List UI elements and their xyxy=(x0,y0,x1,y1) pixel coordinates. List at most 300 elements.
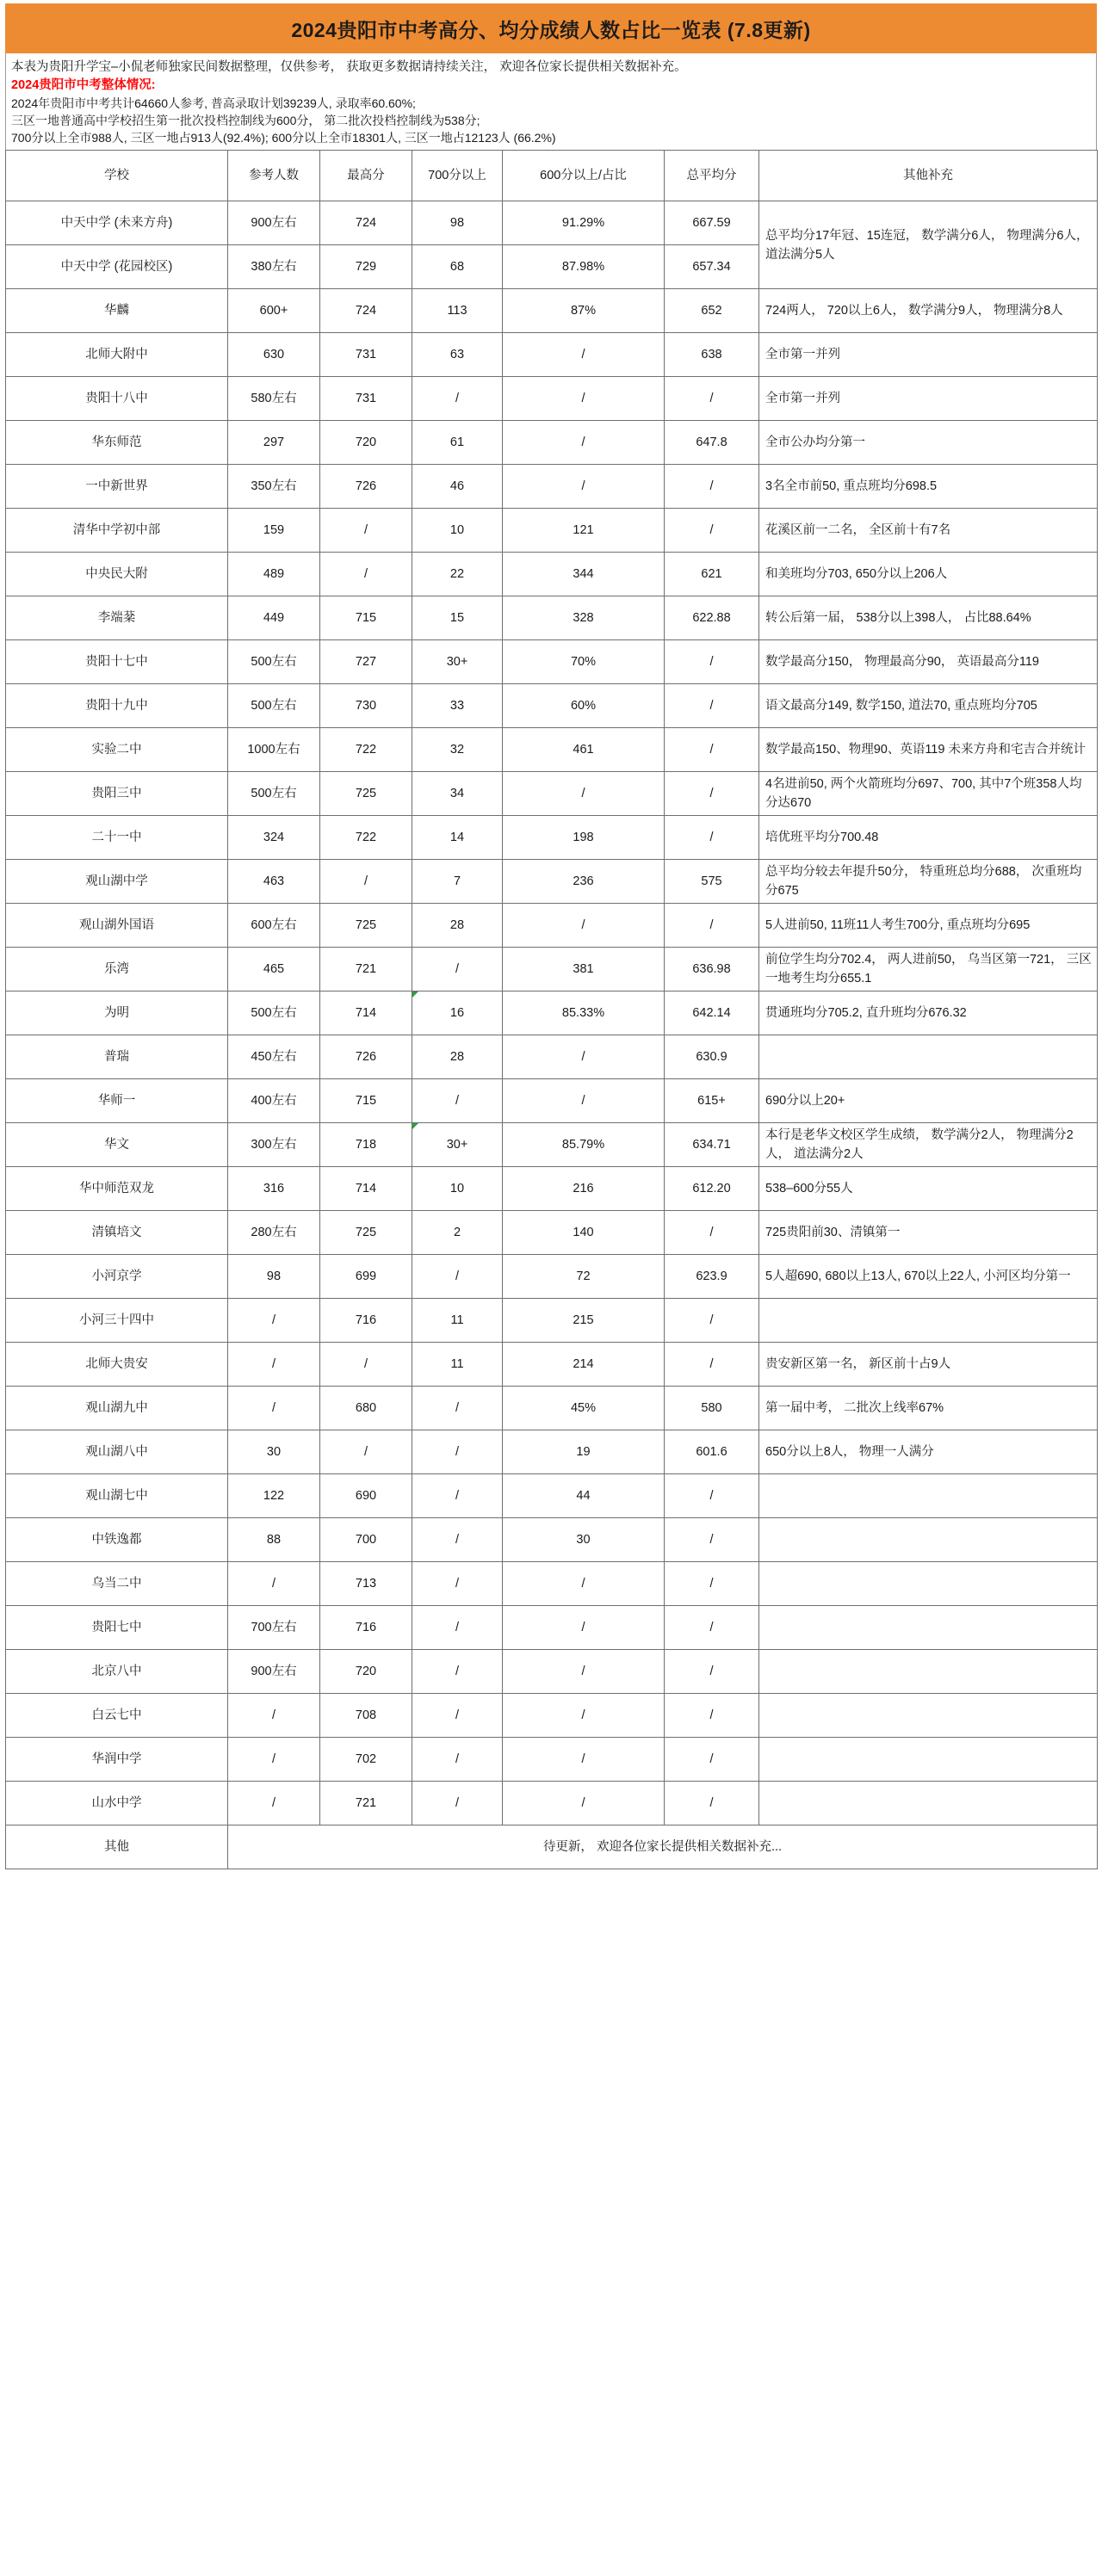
cell-avg: 642.14 xyxy=(665,991,759,1035)
table-header-row xyxy=(6,151,1098,201)
cell-count: 122 xyxy=(228,1474,320,1518)
intro-line-3: 700分以上全市988人, 三区一地占913人(92.4%); 600分以上全市18301人, 三区一地占12123人 (66.2%) xyxy=(11,131,556,145)
table-row xyxy=(6,991,1098,1035)
table-row xyxy=(6,1167,1098,1211)
cell-over700: 61 xyxy=(412,421,503,465)
cell-note: 538–600分55人 xyxy=(759,1167,1098,1211)
cell-over700: 34 xyxy=(412,772,503,816)
cell-over600: 121 xyxy=(503,509,665,553)
cell-over700: 11 xyxy=(412,1343,503,1387)
cell-avg: / xyxy=(665,465,759,509)
cell-count: 280左右 xyxy=(228,1211,320,1255)
table-row xyxy=(6,1255,1098,1299)
cell-top: 690 xyxy=(320,1474,412,1518)
cell-school: 观山湖中学 xyxy=(6,860,228,904)
cell-note: 数学最高150、物理90、英语119 未来方舟和宅吉合并统计 xyxy=(759,728,1098,772)
cell-school: 实验二中 xyxy=(6,728,228,772)
cell-note: 花溪区前一二名， 全区前十有7名 xyxy=(759,509,1098,553)
cell-top: 730 xyxy=(320,684,412,728)
table-row xyxy=(6,1694,1098,1738)
cell-over600: 87% xyxy=(503,289,665,333)
cell-note xyxy=(759,1035,1098,1079)
cell-over700: 2 xyxy=(412,1211,503,1255)
cell-over700: / xyxy=(412,948,503,991)
cell-over600: 87.98% xyxy=(503,245,665,289)
cell-over700: 30+ xyxy=(412,640,503,684)
cell-top: 716 xyxy=(320,1299,412,1343)
table-row xyxy=(6,596,1098,640)
cell-school: 贵阳七中 xyxy=(6,1606,228,1650)
cell-note: 语文最高分149, 数学150, 道法70, 重点班均分705 xyxy=(759,684,1098,728)
cell-school: 中央民大附 xyxy=(6,553,228,596)
cell-over600: 30 xyxy=(503,1518,665,1562)
cell-avg: 615+ xyxy=(665,1079,759,1123)
cell-note xyxy=(759,1606,1098,1650)
cell-top: 720 xyxy=(320,1650,412,1694)
cell-count: 489 xyxy=(228,553,320,596)
cell-top: 722 xyxy=(320,816,412,860)
cell-count: 500左右 xyxy=(228,684,320,728)
cell-over700: 28 xyxy=(412,904,503,948)
table-row xyxy=(6,640,1098,684)
cell-note xyxy=(759,1562,1098,1606)
cell-count: / xyxy=(228,1738,320,1782)
cell-note: 725贵阳前30、清镇第一 xyxy=(759,1211,1098,1255)
cell-school: 华师一 xyxy=(6,1079,228,1123)
cell-school: 普瑞 xyxy=(6,1035,228,1079)
cell-top: 721 xyxy=(320,948,412,991)
cell-note: 全市第一并列 xyxy=(759,377,1098,421)
cell-avg: 657.34 xyxy=(665,245,759,289)
cell-over700: 16 xyxy=(412,991,503,1035)
cell-over700: / xyxy=(412,1562,503,1606)
cell-top: 721 xyxy=(320,1782,412,1825)
cell-count: 449 xyxy=(228,596,320,640)
table-row xyxy=(6,772,1098,816)
table-row xyxy=(6,421,1098,465)
cell-count: / xyxy=(228,1694,320,1738)
cell-over600: / xyxy=(503,904,665,948)
cell-over700: 10 xyxy=(412,1167,503,1211)
cell-school: 山水中学 xyxy=(6,1782,228,1825)
intro-line-2: 三区一地普通高中学校招生第一批次投档控制线为600分， 第二批次投档控制线为538分; xyxy=(11,114,480,127)
cell-avg: / xyxy=(665,728,759,772)
cell-over600: 214 xyxy=(503,1343,665,1387)
table-row xyxy=(6,289,1098,333)
table-row xyxy=(6,333,1098,377)
cell-avg: / xyxy=(665,1738,759,1782)
cell-note: 转公后第一届， 538分以上398人， 占比88.64% xyxy=(759,596,1098,640)
table-row xyxy=(6,1562,1098,1606)
cell-avg: 630.9 xyxy=(665,1035,759,1079)
cell-count: / xyxy=(228,1299,320,1343)
table-row xyxy=(6,1035,1098,1079)
cell-avg: / xyxy=(665,1518,759,1562)
column-header-count: 参考人数 xyxy=(228,151,320,201)
cell-note: 4名进前50, 两个火箭班均分697、700, 其中7个班358人均分达670 xyxy=(759,772,1098,816)
cell-note: 数学最高分150， 物理最高分90， 英语最高分119 xyxy=(759,640,1098,684)
cell-school: 小河三十四中 xyxy=(6,1299,228,1343)
cell-top: 726 xyxy=(320,1035,412,1079)
cell-over600: / xyxy=(503,377,665,421)
table-row xyxy=(6,553,1098,596)
cell-school: 华麟 xyxy=(6,289,228,333)
cell-avg: 667.59 xyxy=(665,201,759,245)
cell-count: 159 xyxy=(228,509,320,553)
cell-over600: 216 xyxy=(503,1167,665,1211)
cell-over600: / xyxy=(503,1606,665,1650)
cell-top: 716 xyxy=(320,1606,412,1650)
cell-over700: / xyxy=(412,1782,503,1825)
cell-top: 729 xyxy=(320,245,412,289)
cell-note: 前位学生均分702.4， 两人进前50， 乌当区第一721， 三区一地考生均分655.1 xyxy=(759,948,1098,991)
table-foot xyxy=(6,1825,1098,1869)
table-row xyxy=(6,1782,1098,1825)
cell-avg: / xyxy=(665,1782,759,1825)
cell-count: 500左右 xyxy=(228,772,320,816)
cell-note: 全市公办均分第一 xyxy=(759,421,1098,465)
table-row xyxy=(6,1474,1098,1518)
cell-over700: 14 xyxy=(412,816,503,860)
cell-top: / xyxy=(320,1343,412,1387)
cell-over600: 72 xyxy=(503,1255,665,1299)
cell-school: 贵阳三中 xyxy=(6,772,228,816)
cell-over600: / xyxy=(503,333,665,377)
cell-school: 乐湾 xyxy=(6,948,228,991)
cell-school: 中天中学 (未来方舟) xyxy=(6,201,228,245)
cell-note: 5人超690, 680以上13人, 670以上22人, 小河区均分第一 xyxy=(759,1255,1098,1299)
cell-top: 731 xyxy=(320,333,412,377)
cell-top: 699 xyxy=(320,1255,412,1299)
cell-avg: / xyxy=(665,1474,759,1518)
cell-school: 观山湖外国语 xyxy=(6,904,228,948)
cell-over700: / xyxy=(412,1255,503,1299)
cell-top: 713 xyxy=(320,1562,412,1606)
cell-count: 450左右 xyxy=(228,1035,320,1079)
cell-avg: 636.98 xyxy=(665,948,759,991)
column-header-over600: 600分以上/占比 xyxy=(503,151,665,201)
cell-count: 500左右 xyxy=(228,991,320,1035)
cell-count: 900左右 xyxy=(228,201,320,245)
cell-avg: / xyxy=(665,1650,759,1694)
cell-note: 总平均分较去年提升50分， 特重班总均分688， 次重班均分675 xyxy=(759,860,1098,904)
cell-count: 297 xyxy=(228,421,320,465)
cell-top: 720 xyxy=(320,421,412,465)
column-header-school: 学校 xyxy=(6,151,228,201)
cell-avg: 621 xyxy=(665,553,759,596)
cell-over600: / xyxy=(503,1562,665,1606)
cell-count: 465 xyxy=(228,948,320,991)
column-header-note: 其他补充 xyxy=(759,151,1098,201)
cell-over600: 381 xyxy=(503,948,665,991)
intro-section-title: 2024贵阳市中考整体情况: xyxy=(11,78,156,92)
cell-count: 88 xyxy=(228,1518,320,1562)
cell-over700: 63 xyxy=(412,333,503,377)
cell-note: 和美班均分703, 650分以上206人 xyxy=(759,553,1098,596)
cell-over700: 10 xyxy=(412,509,503,553)
cell-count: 630 xyxy=(228,333,320,377)
table-row-other xyxy=(6,1825,1098,1869)
cell-over600: / xyxy=(503,1694,665,1738)
cell-school: 观山湖八中 xyxy=(6,1430,228,1474)
cell-note xyxy=(759,1738,1098,1782)
table-body xyxy=(6,201,1098,1825)
cell-count: / xyxy=(228,1387,320,1430)
cell-over700: 46 xyxy=(412,465,503,509)
cell-count: / xyxy=(228,1343,320,1387)
intro-block xyxy=(5,53,1097,150)
cell-school: 清镇培文 xyxy=(6,1211,228,1255)
column-header-avg: 总平均分 xyxy=(665,151,759,201)
table-row xyxy=(6,816,1098,860)
cell-over600: / xyxy=(503,1650,665,1694)
cell-count: 600左右 xyxy=(228,904,320,948)
cell-school: 华中师范双龙 xyxy=(6,1167,228,1211)
cell-over700: / xyxy=(412,1474,503,1518)
cell-over700: 113 xyxy=(412,289,503,333)
cell-note: 全市第一并列 xyxy=(759,333,1098,377)
table-row xyxy=(6,1343,1098,1387)
cell-school: 华润中学 xyxy=(6,1738,228,1782)
cell-over600: 91.29% xyxy=(503,201,665,245)
cell-over700: 28 xyxy=(412,1035,503,1079)
cell-note xyxy=(759,1474,1098,1518)
cell-over600: / xyxy=(503,1035,665,1079)
cell-count: 400左右 xyxy=(228,1079,320,1123)
cell-count: 580左右 xyxy=(228,377,320,421)
cell-avg: 612.20 xyxy=(665,1167,759,1211)
cell-avg: 623.9 xyxy=(665,1255,759,1299)
cell-over700: / xyxy=(412,1650,503,1694)
intro-disclaimer: 本表为贵阳升学宝–小侃老师独家民间数据整理，仅供参考， 获取更多数据请持续关注， 欢迎各位家长提供相关数据补充。 xyxy=(11,60,687,74)
cell-over600: / xyxy=(503,1079,665,1123)
cell-over600: / xyxy=(503,421,665,465)
cell-count: 1000左右 xyxy=(228,728,320,772)
cell-count: 350左右 xyxy=(228,465,320,509)
cell-over700: 11 xyxy=(412,1299,503,1343)
cell-over600: 236 xyxy=(503,860,665,904)
cell-school: 李端棻 xyxy=(6,596,228,640)
cell-count: 463 xyxy=(228,860,320,904)
cell-avg: 638 xyxy=(665,333,759,377)
cell-top: 726 xyxy=(320,465,412,509)
cell-count: 324 xyxy=(228,816,320,860)
cell-avg: 634.71 xyxy=(665,1123,759,1167)
cell-note: 650分以上8人， 物理一人满分 xyxy=(759,1430,1098,1474)
other-note: 待更新， 欢迎各位家长提供相关数据补充... xyxy=(228,1825,1098,1869)
cell-over700: 68 xyxy=(412,245,503,289)
cell-over700: 98 xyxy=(412,201,503,245)
cell-avg: 647.8 xyxy=(665,421,759,465)
cell-school: 北师大贵安 xyxy=(6,1343,228,1387)
cell-top: / xyxy=(320,509,412,553)
cell-count: 98 xyxy=(228,1255,320,1299)
cell-over700: / xyxy=(412,1430,503,1474)
cell-over700: 32 xyxy=(412,728,503,772)
column-header-top: 最高分 xyxy=(320,151,412,201)
table-row xyxy=(6,904,1098,948)
cell-avg: 652 xyxy=(665,289,759,333)
table-row xyxy=(6,1650,1098,1694)
cell-over600: 198 xyxy=(503,816,665,860)
cell-note: 培优班平均分700.48 xyxy=(759,816,1098,860)
cell-avg: / xyxy=(665,509,759,553)
table-row xyxy=(6,377,1098,421)
cell-school: 乌当二中 xyxy=(6,1562,228,1606)
cell-school: 贵阳十八中 xyxy=(6,377,228,421)
page-root xyxy=(0,3,1102,1869)
cell-over700: 30+ xyxy=(412,1123,503,1167)
cell-top: 715 xyxy=(320,1079,412,1123)
cell-avg: / xyxy=(665,684,759,728)
cell-note xyxy=(759,1694,1098,1738)
table-row xyxy=(6,1606,1098,1650)
cell-top: 725 xyxy=(320,1211,412,1255)
cell-note: 总平均分17年冠、15连冠， 数学满分6人， 物理满分6人， 道法满分5人 xyxy=(759,201,1098,289)
cell-top: 725 xyxy=(320,904,412,948)
cell-over700: / xyxy=(412,1079,503,1123)
cell-count: / xyxy=(228,1782,320,1825)
cell-school: 清华中学初中部 xyxy=(6,509,228,553)
cell-school: 华东师范 xyxy=(6,421,228,465)
cell-avg: / xyxy=(665,1343,759,1387)
cell-school: 二十一中 xyxy=(6,816,228,860)
cell-school: 白云七中 xyxy=(6,1694,228,1738)
cell-over600: 70% xyxy=(503,640,665,684)
cell-school: 中铁逸都 xyxy=(6,1518,228,1562)
cell-note: 贵安新区第一名， 新区前十占9人 xyxy=(759,1343,1098,1387)
cell-top: 724 xyxy=(320,201,412,245)
cell-school: 华文 xyxy=(6,1123,228,1167)
cell-over700: / xyxy=(412,1738,503,1782)
table-head xyxy=(6,151,1098,201)
table-row xyxy=(6,948,1098,991)
cell-school: 一中新世界 xyxy=(6,465,228,509)
cell-over600: 19 xyxy=(503,1430,665,1474)
cell-over600: 60% xyxy=(503,684,665,728)
cell-count: 700左右 xyxy=(228,1606,320,1650)
cell-over600: 85.79% xyxy=(503,1123,665,1167)
cell-school: 北师大附中 xyxy=(6,333,228,377)
cell-count: 500左右 xyxy=(228,640,320,684)
cell-over600: 461 xyxy=(503,728,665,772)
cell-note: 第一届中考， 二批次上线率67% xyxy=(759,1387,1098,1430)
cell-top: 718 xyxy=(320,1123,412,1167)
cell-note: 本行是老华文校区学生成绩， 数学满分2人， 物理满分2人， 道法满分2人 xyxy=(759,1123,1098,1167)
cell-school: 贵阳十七中 xyxy=(6,640,228,684)
cell-over600: 215 xyxy=(503,1299,665,1343)
cell-avg: / xyxy=(665,1562,759,1606)
cell-over600: 344 xyxy=(503,553,665,596)
cell-top: 700 xyxy=(320,1518,412,1562)
cell-top: / xyxy=(320,1430,412,1474)
cell-top: 725 xyxy=(320,772,412,816)
cell-avg: 622.88 xyxy=(665,596,759,640)
cell-over600: 45% xyxy=(503,1387,665,1430)
cell-avg: / xyxy=(665,377,759,421)
cell-avg: / xyxy=(665,772,759,816)
cell-over700: 7 xyxy=(412,860,503,904)
cell-over700: 22 xyxy=(412,553,503,596)
cell-count: 316 xyxy=(228,1167,320,1211)
other-label: 其他 xyxy=(6,1825,228,1869)
cell-count: 380左右 xyxy=(228,245,320,289)
cell-note: 690分以上20+ xyxy=(759,1079,1098,1123)
cell-note: 3名全市前50, 重点班均分698.5 xyxy=(759,465,1098,509)
cell-over600: 140 xyxy=(503,1211,665,1255)
cell-avg: / xyxy=(665,1606,759,1650)
cell-school: 北京八中 xyxy=(6,1650,228,1694)
cell-note xyxy=(759,1650,1098,1694)
table-row xyxy=(6,1211,1098,1255)
table-row xyxy=(6,465,1098,509)
cell-count: 600+ xyxy=(228,289,320,333)
cell-top: 724 xyxy=(320,289,412,333)
cell-over700: / xyxy=(412,1694,503,1738)
cell-top: / xyxy=(320,553,412,596)
page-title-banner xyxy=(5,3,1097,53)
cell-note: 贯通班均分705.2, 直升班均分676.32 xyxy=(759,991,1098,1035)
table-row xyxy=(6,1387,1098,1430)
table-row xyxy=(6,1430,1098,1474)
cell-over700: / xyxy=(412,1387,503,1430)
table-row xyxy=(6,201,1098,245)
cell-top: 722 xyxy=(320,728,412,772)
scores-table xyxy=(5,150,1098,1869)
table-row xyxy=(6,684,1098,728)
cell-avg: 575 xyxy=(665,860,759,904)
cell-over600: 85.33% xyxy=(503,991,665,1035)
cell-avg: / xyxy=(665,1211,759,1255)
cell-avg: 601.6 xyxy=(665,1430,759,1474)
cell-note xyxy=(759,1518,1098,1562)
cell-avg: / xyxy=(665,640,759,684)
cell-count: 30 xyxy=(228,1430,320,1474)
cell-top: 714 xyxy=(320,991,412,1035)
cell-over600: / xyxy=(503,1738,665,1782)
cell-top: 714 xyxy=(320,1167,412,1211)
cell-avg: 580 xyxy=(665,1387,759,1430)
column-header-over700: 700分以上 xyxy=(412,151,503,201)
cell-over700: / xyxy=(412,1518,503,1562)
cell-avg: / xyxy=(665,904,759,948)
cell-avg: / xyxy=(665,1694,759,1738)
table-row xyxy=(6,860,1098,904)
cell-school: 观山湖七中 xyxy=(6,1474,228,1518)
cell-avg: / xyxy=(665,816,759,860)
cell-note xyxy=(759,1782,1098,1825)
cell-over700: / xyxy=(412,1606,503,1650)
cell-over600: / xyxy=(503,1782,665,1825)
table-row xyxy=(6,1079,1098,1123)
cell-over700: 15 xyxy=(412,596,503,640)
cell-avg: / xyxy=(665,1299,759,1343)
cell-school: 中天中学 (花园校区) xyxy=(6,245,228,289)
cell-school: 小河京学 xyxy=(6,1255,228,1299)
cell-school: 为明 xyxy=(6,991,228,1035)
cell-count: 900左右 xyxy=(228,1650,320,1694)
cell-over600: / xyxy=(503,465,665,509)
page-title: 2024贵阳市中考高分、均分成绩人数占比一览表 (7.8更新) xyxy=(291,18,811,41)
cell-top: 727 xyxy=(320,640,412,684)
cell-over600: 44 xyxy=(503,1474,665,1518)
cell-note xyxy=(759,1299,1098,1343)
cell-school: 观山湖九中 xyxy=(6,1387,228,1430)
cell-top: 708 xyxy=(320,1694,412,1738)
cell-over600: 328 xyxy=(503,596,665,640)
cell-top: 702 xyxy=(320,1738,412,1782)
table-row xyxy=(6,1518,1098,1562)
